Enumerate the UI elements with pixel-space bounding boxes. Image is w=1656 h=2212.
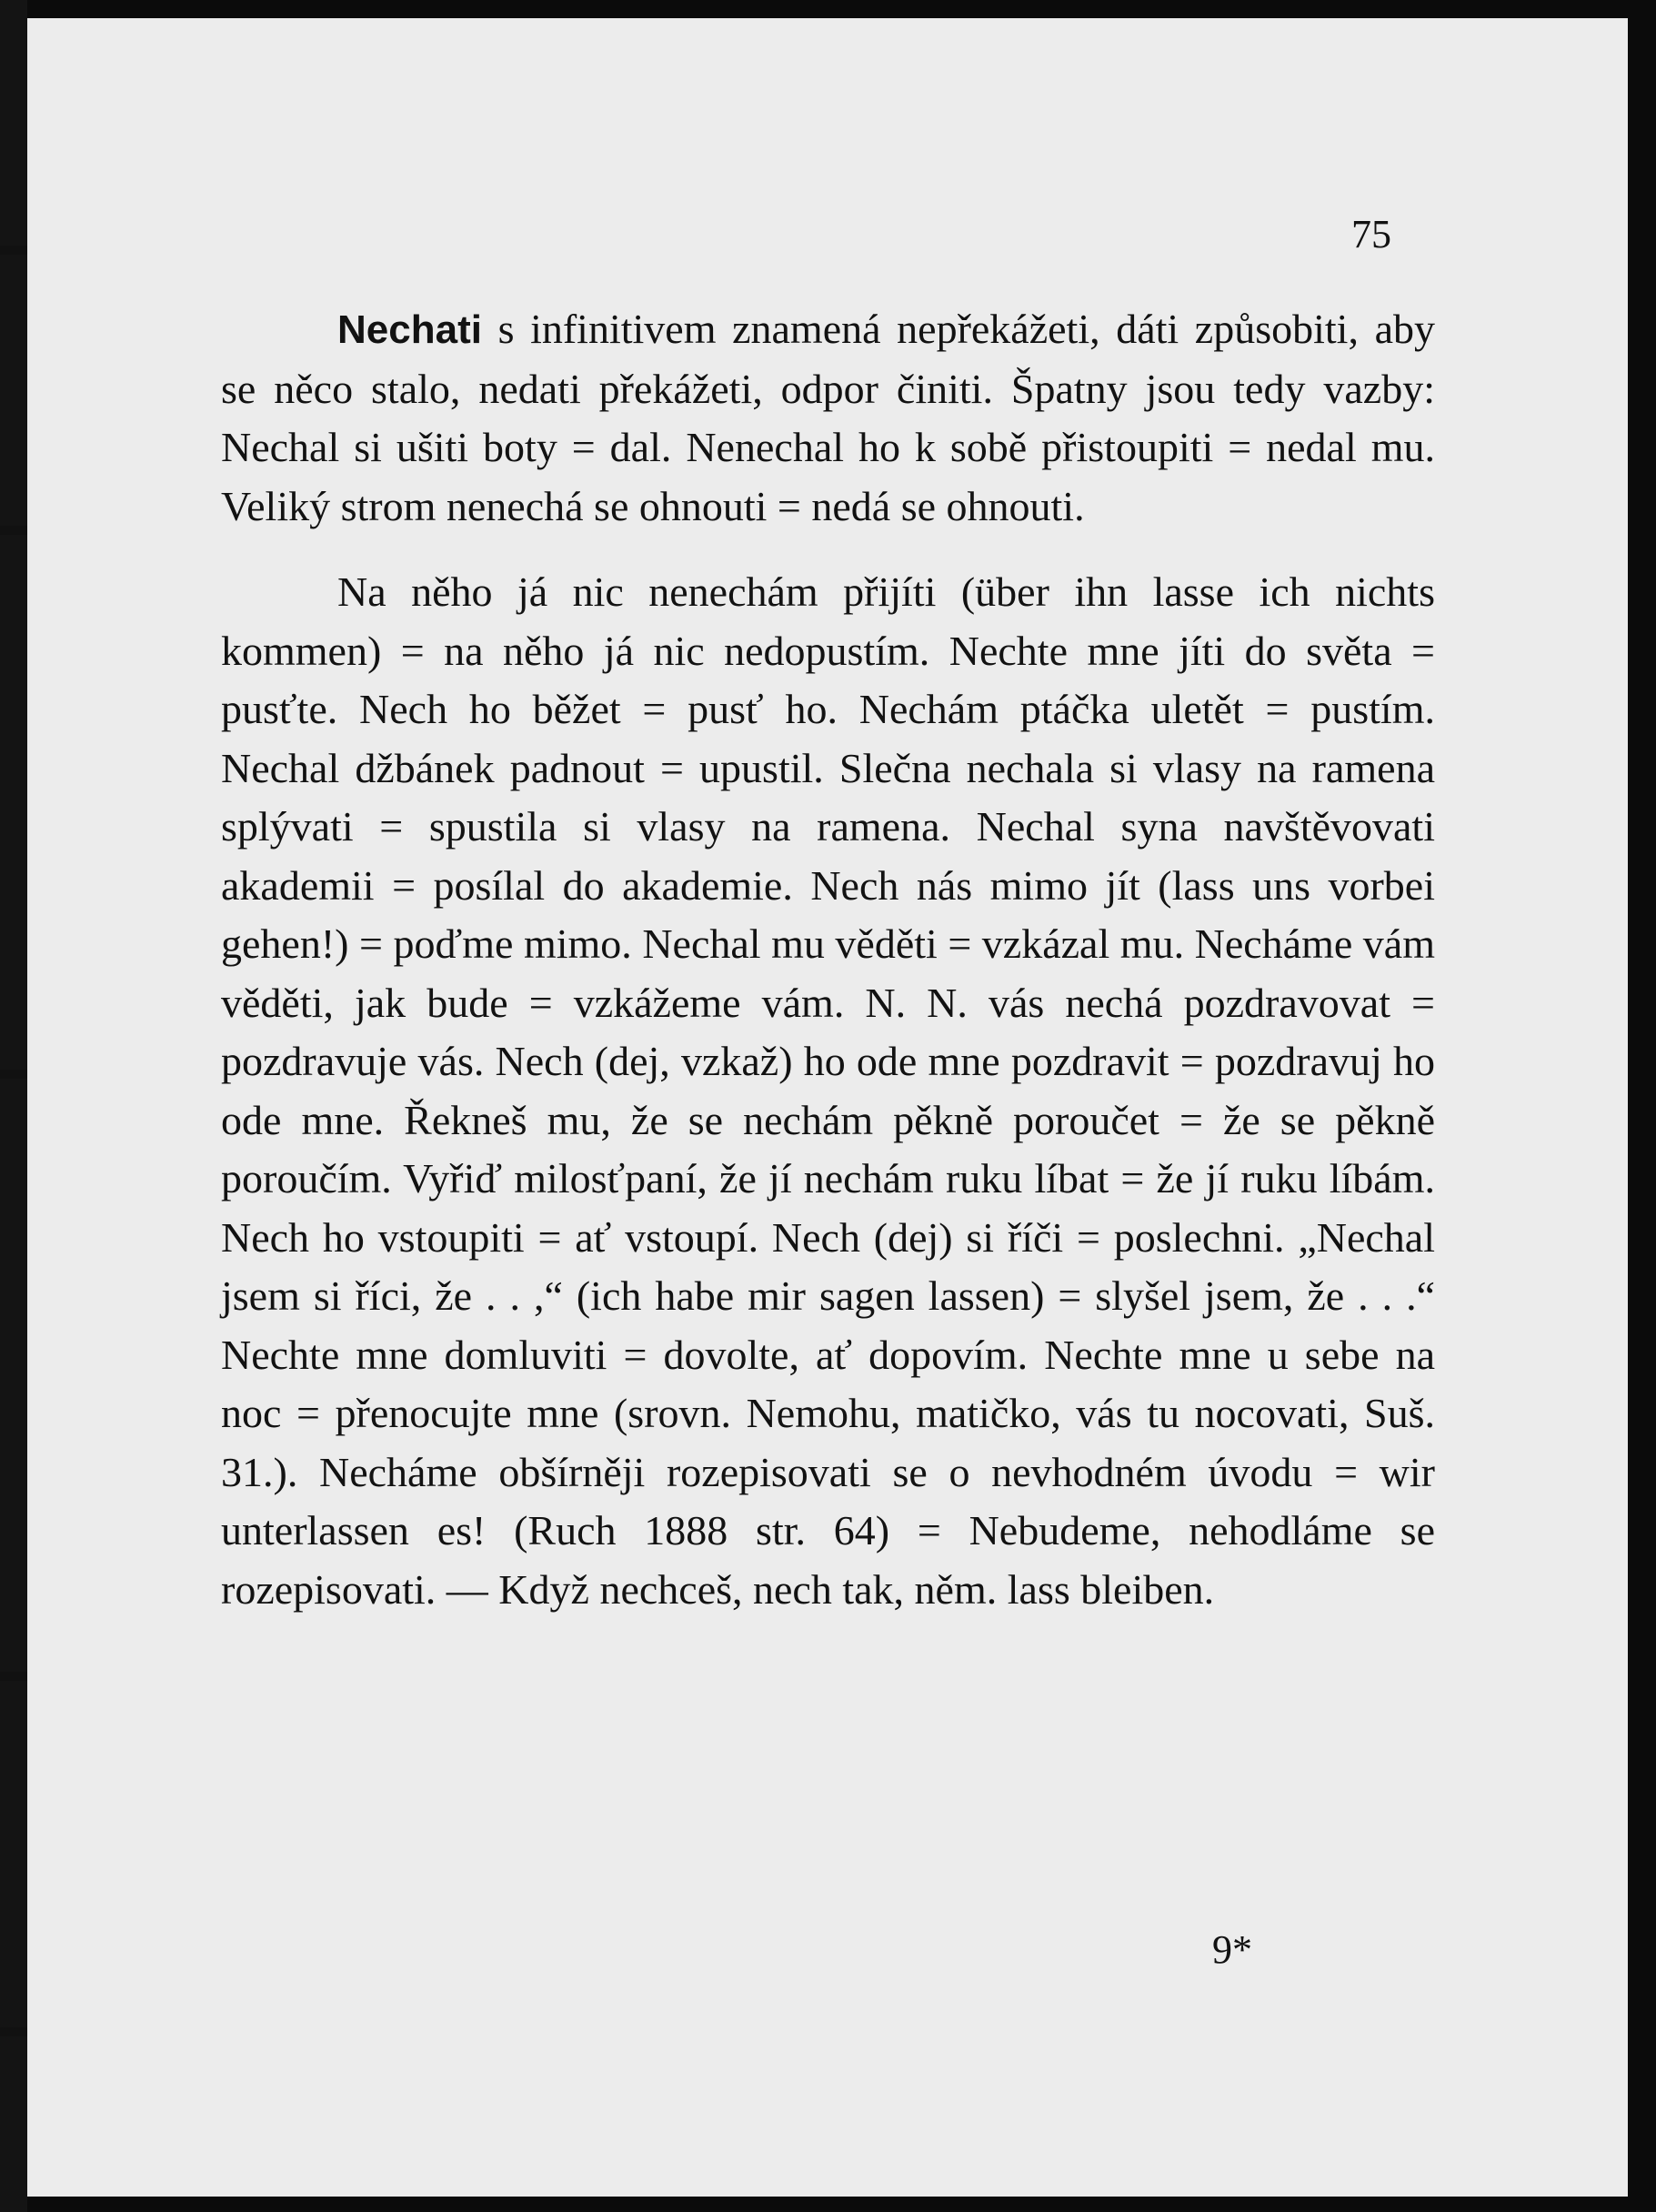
- paragraph-2: [221, 563, 1435, 1619]
- page-number: 75: [1351, 212, 1391, 256]
- paragraph-2-text: Na něho já nic nenechám přijíti (über ihn lasse ich nichts kommen) = na něho já nic nedopustím. Nechte mne jíti do světa = pusťte. Nech ho běžet = pusť ho. Nechám ptáčka uletět = pustím. Nechal džbánek padnout = upustil. Slečna nechala si vlasy na ramena splývati = spustila si vlasy na ramena. Nechal syna navštěvovati akademii = posílal do akademie. Nech nás mimo jít (lass uns vorbei gehen!) = poďme mimo. Nechal mu věděti = vzkázal mu. Necháme vám věděti, jak bude = vzkážeme vám. N. N. vás nechá pozdravovat = pozdravuje vás. Nech (dej, vzkaž) ho ode mne pozdravit = pozdravuj ho ode mne. Řekneš mu, že se nechám pěkně poroučet = že se pěkně poroučím. Vyřiď milosťpaní, že jí nechám ruku líbat = že jí ruku líbám. Nech ho vstoupiti = ať vstoupí. Nech (dej) si říči = poslechni. „Nechal jsem si říci, že . . ,“ (ich habe mir sagen lassen) = slyšel jsem, že . . .“ Nechte mne domluviti = dovolte, ať dopovím. Nechte mne u sebe na noc = přenocujte mne (srovn. Nemohu, matičko, vás tu nocovati, Suš. 31.). Necháme obšírněji rozepisovati se o nevhodném úvodu = wir unterlassen es! (Ruch 1888 str. 64) = Nebudeme, nehodláme se rozepisovati. — Když nechceš, nech tak, něm. lass bleiben.: [221, 568, 1435, 1613]
- binding-edge: [0, 0, 27, 2212]
- body-text: [221, 300, 1435, 1619]
- signature-mark: 9*: [1212, 1927, 1252, 1972]
- paragraph-1-text: s infinitivem znamená nepřekážeti, dáti způsobiti, aby se něco stalo, nedati překážeti, odpor činiti. Špatny jsou tedy vazby: Nechal si ušiti boty = dal. Nenechal ho k sobě přistoupiti = nedal mu. Veliký strom nenechá se ohnouti = nedá se ohnouti.: [221, 306, 1435, 529]
- entry-headword: Nechati: [337, 307, 482, 352]
- paragraph-1: [221, 300, 1435, 536]
